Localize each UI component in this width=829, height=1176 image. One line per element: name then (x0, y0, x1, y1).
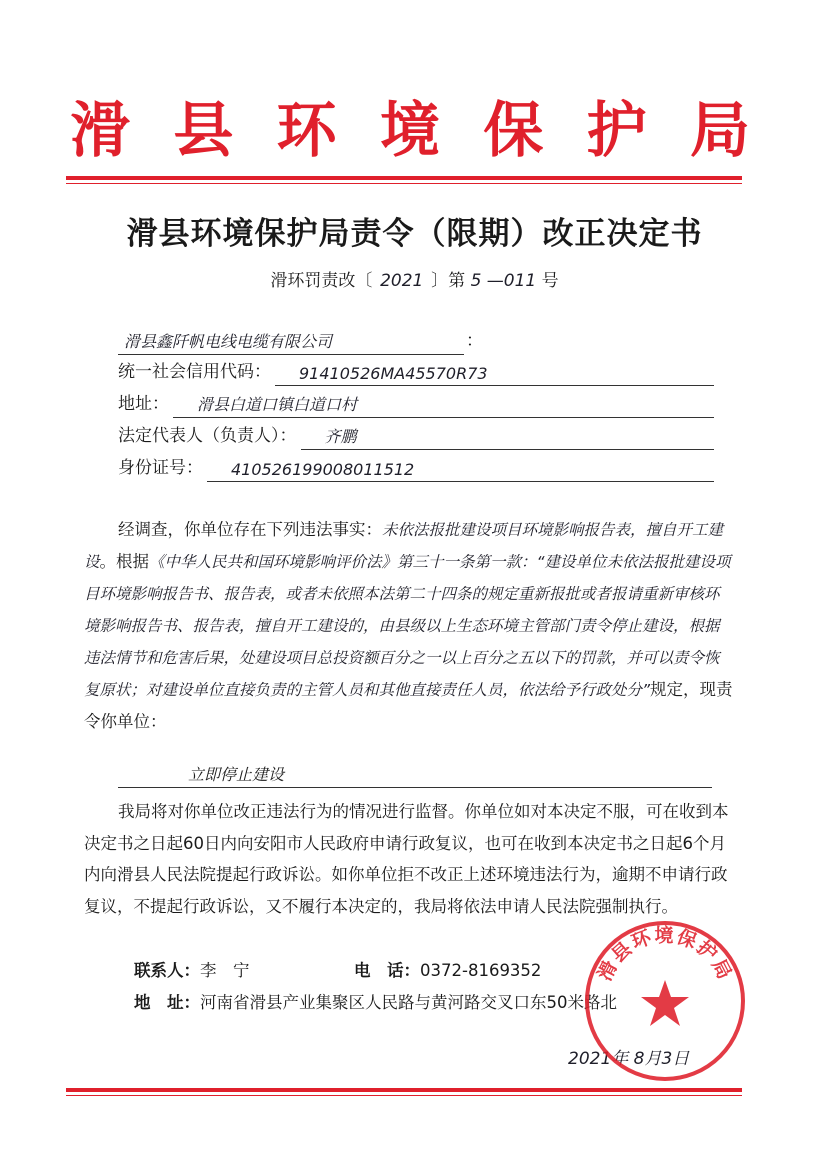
letterhead-char: 局 (689, 96, 750, 166)
findings-tail: 规定，现责令你单位： (84, 680, 733, 731)
letterhead-char: 县 (173, 96, 234, 166)
id-number-value: 410526199008011512 (207, 456, 714, 482)
correction-order: 立即停止建设 (118, 760, 712, 788)
document-number (0, 266, 829, 291)
findings-basis-lead: 。根据 (99, 552, 150, 571)
phone-label: 电 话： (354, 961, 420, 980)
violation-findings (84, 514, 734, 738)
letterhead-char: 滑 (70, 96, 130, 166)
office-address-value: 河南省滑县产业集聚区人民路与黄河路交叉口东50米路北 (200, 993, 617, 1012)
office-address-label: 地 址： (134, 993, 200, 1012)
company-field: 滑县鑫阡帆电线电缆有限公司 ： (118, 325, 714, 355)
phone-value: 0372-8169352 (420, 961, 542, 980)
supervision-paragraph: 我局将对你单位改正违法行为的情况进行监督。你单位如对本决定不服，可在收到本决定书之日起60日内向安阳市人民政府申请行政复议，也可在收到本决定书之日起6个月内向滑县人民法院提起行政诉讼。如你单位拒不改正上述环境违法行为，逾期不申请行政复议，不提起行政诉讼，又不履行本决定的，我局将依法申请人民法院强制执行。 (84, 802, 729, 916)
legal-rep-label: 法定代表人（负责人）： (118, 426, 297, 446)
contact-person: 李 宁 (200, 961, 250, 980)
doc-number-value: 5 —011 (470, 271, 537, 291)
issue-date: 2021年 8月3日 (568, 1049, 690, 1069)
credit-code-field (118, 356, 714, 386)
document-title: 滑县环境保护局责令（限期）改正决定书 (126, 216, 703, 252)
doc-number-prefix: 滑环罚责改〔 (270, 271, 373, 291)
address-label: 地址： (118, 394, 169, 414)
credit-code-label: 统一社会信用代码： (118, 362, 271, 382)
address-value: 滑县白道口镇白道口村 (173, 392, 714, 418)
letterhead-char: 护 (586, 96, 647, 166)
credit-code-value: 91410526MA45570R73 (275, 360, 714, 386)
seal-text: 滑县环境保护局 (593, 924, 737, 985)
doc-number-year: 2021 (380, 271, 424, 291)
address-field (118, 388, 714, 418)
findings-lead: 经调查，你单位存在下列违法事实： (118, 520, 382, 539)
official-seal-icon (582, 918, 748, 1084)
doc-number-suffix: 号 (541, 271, 559, 291)
company-name: 滑县鑫阡帆电线电缆有限公司 (118, 329, 464, 355)
findings-fact: 未依法报批建设项目环境影响报告表，擅自开工建设 (84, 521, 724, 571)
legal-rep-field (118, 420, 714, 450)
svg-text:滑县环境保护局 (594, 924, 737, 985)
letterhead-char: 保 (483, 96, 544, 166)
header-divider (66, 176, 742, 184)
letterhead-char: 境 (379, 96, 440, 166)
findings-legal-basis: 《中华人民共和国环境影响评价法》第三十一条第一款：“建设单位未依法报批建设项目环境影响报告书、报告表，或者未依照本法第二十四条的规定重新报批或者报请重新审核环境影响报告书、报告表，擅自开工建设的，由县级以上生态环境主管部门责令停止建设，根据违法情节和危害后果，处建设项目总投资额百分之一以上百分之五以下的罚款，并可以责令恢复原状；对建设单位直接负责的主管人员和其他直接责任人员，依法给予行政处分” (84, 553, 731, 699)
id-number-label: 身份证号： (118, 458, 203, 478)
doc-number-middle: 〕第 (431, 271, 466, 291)
footer-divider (66, 1088, 742, 1096)
id-number-field (118, 452, 714, 482)
legal-rep-value: 齐鹏 (301, 424, 715, 450)
contact-person-label: 联系人： (134, 961, 200, 980)
letterhead-char: 环 (276, 96, 337, 166)
org-letterhead (70, 90, 750, 166)
